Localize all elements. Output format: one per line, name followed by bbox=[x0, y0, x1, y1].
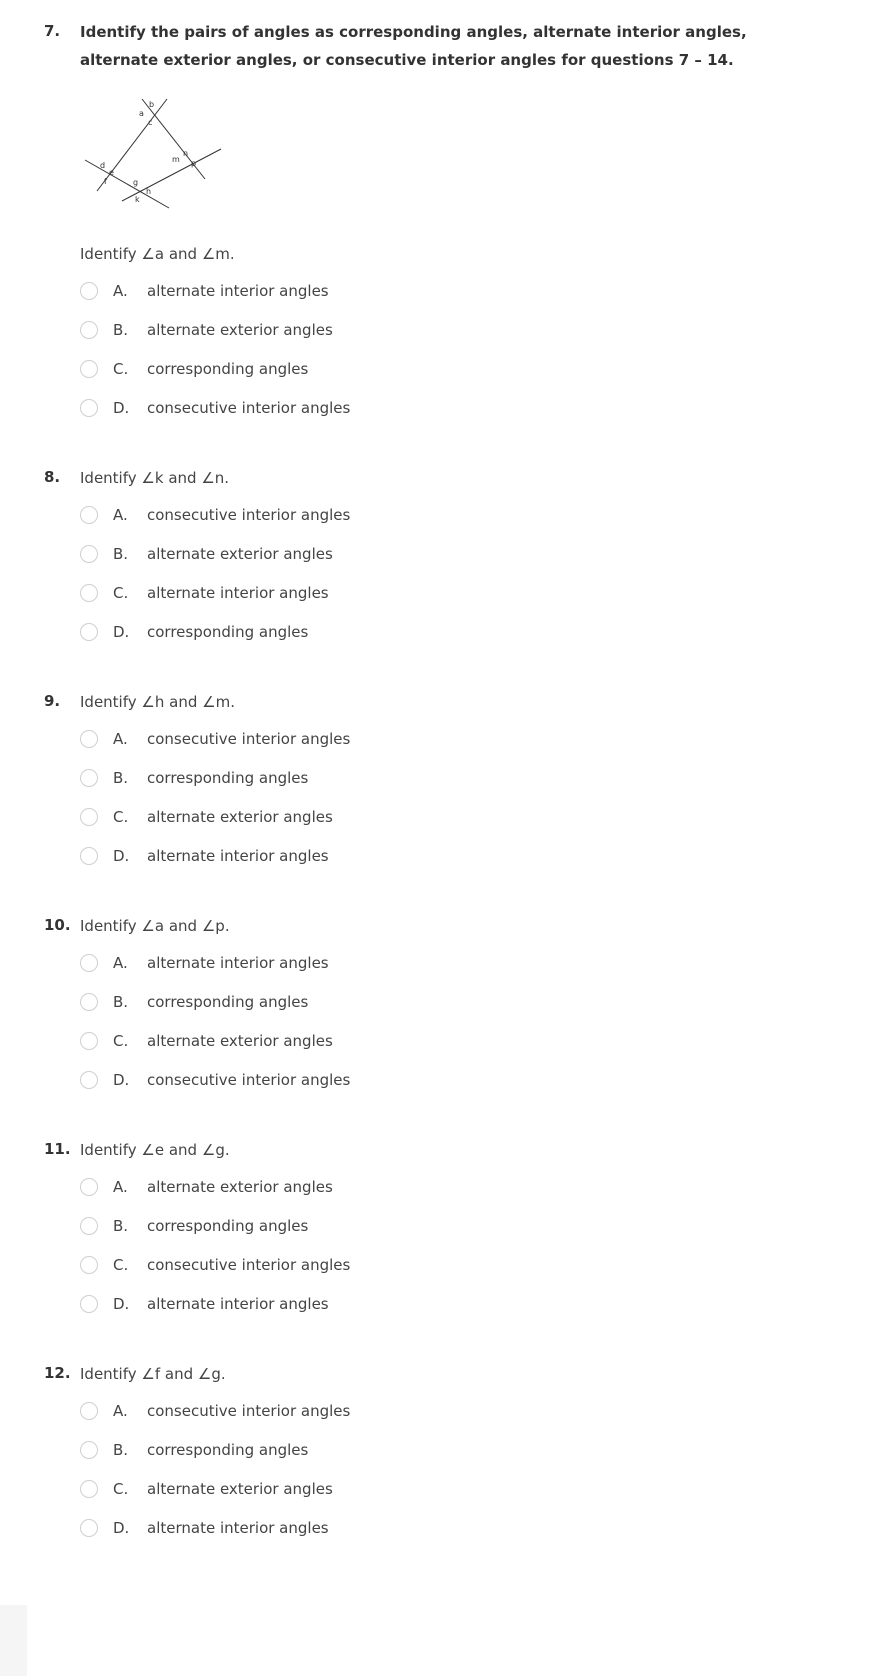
prompt-prefix: Identify bbox=[80, 693, 142, 711]
option-text: corresponding angles bbox=[147, 623, 309, 641]
answer-option[interactable] bbox=[80, 619, 308, 645]
angle-label-1: e bbox=[154, 1141, 165, 1159]
option-letter: C. bbox=[113, 1032, 129, 1050]
option-text: alternate exterior angles bbox=[147, 808, 333, 826]
angle-label-1: a bbox=[154, 917, 165, 935]
option-letter: D. bbox=[113, 1295, 130, 1313]
option-text: alternate interior angles bbox=[147, 584, 329, 602]
label-f: f bbox=[104, 177, 107, 186]
option-letter: A. bbox=[113, 282, 128, 300]
radio-button[interactable] bbox=[80, 584, 98, 602]
angle-symbol: ∠ bbox=[201, 1141, 216, 1159]
label-c: c bbox=[148, 118, 153, 127]
angle-symbol: ∠ bbox=[141, 1365, 155, 1383]
radio-button[interactable] bbox=[80, 1519, 98, 1537]
option-letter: D. bbox=[113, 1071, 130, 1089]
prompt-and: and bbox=[160, 1365, 198, 1383]
label-a: a bbox=[139, 109, 144, 118]
option-text: corresponding angles bbox=[147, 769, 309, 787]
question-number: 11. bbox=[44, 1140, 71, 1158]
option-letter: D. bbox=[113, 623, 130, 641]
answer-option[interactable] bbox=[80, 843, 329, 869]
answer-option[interactable] bbox=[80, 541, 333, 567]
radio-button[interactable] bbox=[80, 1441, 98, 1459]
option-text: consecutive interior angles bbox=[147, 730, 351, 748]
answer-option[interactable] bbox=[80, 726, 350, 752]
transversal-diagram bbox=[82, 96, 222, 216]
option-text: alternate interior angles bbox=[147, 282, 329, 300]
option-letter: C. bbox=[113, 808, 129, 826]
option-letter: A. bbox=[113, 730, 128, 748]
prompt-prefix: Identify bbox=[80, 917, 142, 935]
option-letter: C. bbox=[113, 584, 129, 602]
option-text: consecutive interior angles bbox=[147, 1071, 351, 1089]
question-prompt bbox=[80, 1360, 226, 1388]
option-text: alternate exterior angles bbox=[147, 1032, 333, 1050]
label-g: g bbox=[133, 178, 139, 187]
answer-option[interactable] bbox=[80, 1213, 308, 1239]
angle-symbol: ∠ bbox=[141, 1141, 155, 1159]
prompt-and: and bbox=[164, 917, 202, 935]
radio-button[interactable] bbox=[80, 321, 98, 339]
radio-button[interactable] bbox=[80, 1071, 98, 1089]
radio-button[interactable] bbox=[80, 399, 98, 417]
angle-label-1: k bbox=[154, 469, 164, 487]
label-p: p bbox=[191, 159, 197, 168]
label-b: b bbox=[149, 100, 155, 109]
option-text: consecutive interior angles bbox=[147, 399, 351, 417]
question-number: 8. bbox=[44, 468, 61, 486]
angle-label-2: g bbox=[211, 1365, 221, 1383]
option-text: corresponding angles bbox=[147, 360, 309, 378]
radio-button[interactable] bbox=[80, 545, 98, 563]
angle-symbol: ∠ bbox=[141, 245, 155, 263]
answer-option[interactable] bbox=[80, 1067, 350, 1093]
prompt-and: and bbox=[164, 1141, 202, 1159]
question-prompt bbox=[80, 240, 235, 268]
radio-button[interactable] bbox=[80, 1032, 98, 1050]
option-letter: B. bbox=[113, 1217, 129, 1235]
prompt-and: and bbox=[164, 245, 202, 263]
angle-symbol: ∠ bbox=[141, 693, 155, 711]
radio-button[interactable] bbox=[80, 730, 98, 748]
answer-option[interactable] bbox=[80, 395, 350, 421]
label-e: e bbox=[109, 168, 114, 177]
angle-symbol: ∠ bbox=[202, 693, 216, 711]
option-letter: C. bbox=[113, 1256, 129, 1274]
angle-label-2: m bbox=[215, 693, 231, 711]
option-letter: B. bbox=[113, 993, 129, 1011]
radio-button[interactable] bbox=[80, 1295, 98, 1313]
radio-button[interactable] bbox=[80, 506, 98, 524]
question-number: 10. bbox=[44, 916, 71, 934]
line-left-bottom bbox=[85, 160, 169, 208]
angle-label-2: m bbox=[215, 245, 230, 263]
label-m: m bbox=[172, 155, 180, 164]
answer-option[interactable] bbox=[80, 278, 329, 304]
question-prompt bbox=[80, 1136, 230, 1164]
answer-option[interactable] bbox=[80, 989, 308, 1015]
prompt-prefix: Identify bbox=[80, 245, 142, 263]
answer-option[interactable] bbox=[80, 1252, 350, 1278]
option-letter: A. bbox=[113, 1402, 128, 1420]
intro-instructions: Identify the pairs of angles as corresponding angles, alternate interior angles, alternate exterior angles, or consecutive interior angles for questions 7 – 14. bbox=[80, 23, 747, 69]
prompt-and: and bbox=[164, 693, 203, 711]
question-prompt bbox=[80, 912, 230, 940]
question-7-number: 7. bbox=[44, 22, 61, 40]
option-text: alternate exterior angles bbox=[147, 1178, 333, 1196]
radio-button[interactable] bbox=[80, 954, 98, 972]
answer-option[interactable] bbox=[80, 1476, 333, 1502]
question-number: 12. bbox=[44, 1364, 71, 1382]
prompt-prefix: Identify bbox=[80, 469, 142, 487]
option-text: alternate exterior angles bbox=[147, 545, 333, 563]
radio-button[interactable] bbox=[80, 769, 98, 787]
prompt-end: . bbox=[224, 917, 230, 935]
answer-option[interactable] bbox=[80, 1398, 350, 1424]
option-text: corresponding angles bbox=[147, 993, 309, 1011]
label-n: n bbox=[183, 149, 189, 158]
answer-option[interactable] bbox=[80, 502, 350, 528]
angle-symbol: ∠ bbox=[141, 469, 155, 487]
option-letter: C. bbox=[113, 360, 129, 378]
option-letter: D. bbox=[113, 847, 130, 865]
answer-option[interactable] bbox=[80, 765, 308, 791]
question-prompt bbox=[80, 688, 235, 716]
option-letter: B. bbox=[113, 769, 129, 787]
prompt-end: . bbox=[230, 693, 235, 711]
angle-label-2: p bbox=[215, 917, 225, 935]
option-letter: A. bbox=[113, 1178, 128, 1196]
option-text: alternate interior angles bbox=[147, 954, 329, 972]
angle-symbol: ∠ bbox=[197, 1365, 212, 1383]
angle-symbol: ∠ bbox=[141, 917, 155, 935]
prompt-end: . bbox=[229, 245, 235, 263]
option-text: corresponding angles bbox=[147, 1217, 309, 1235]
option-text: alternate exterior angles bbox=[147, 321, 333, 339]
option-text: corresponding angles bbox=[147, 1441, 309, 1459]
option-letter: D. bbox=[113, 399, 130, 417]
answer-option[interactable] bbox=[80, 804, 333, 830]
option-letter: A. bbox=[113, 954, 128, 972]
option-letter: A. bbox=[113, 506, 128, 524]
prompt-prefix: Identify bbox=[80, 1141, 142, 1159]
option-text: alternate interior angles bbox=[147, 1519, 329, 1537]
prompt-prefix: Identify bbox=[80, 1365, 142, 1383]
option-text: alternate interior angles bbox=[147, 1295, 329, 1313]
answer-option[interactable] bbox=[80, 317, 333, 343]
answer-option[interactable] bbox=[80, 1515, 329, 1541]
radio-button[interactable] bbox=[80, 1402, 98, 1420]
prompt-and: and bbox=[163, 469, 202, 487]
angle-symbol: ∠ bbox=[201, 917, 216, 935]
answer-option[interactable] bbox=[80, 950, 329, 976]
label-h: h bbox=[146, 187, 152, 196]
answer-option[interactable] bbox=[80, 356, 308, 382]
option-text: alternate interior angles bbox=[147, 847, 329, 865]
answer-option[interactable] bbox=[80, 580, 329, 606]
prompt-end: . bbox=[224, 1141, 230, 1159]
option-text: consecutive interior angles bbox=[147, 506, 351, 524]
option-text: alternate exterior angles bbox=[147, 1480, 333, 1498]
angle-label-1: a bbox=[154, 245, 165, 263]
radio-button[interactable] bbox=[80, 1178, 98, 1196]
radio-button[interactable] bbox=[80, 360, 98, 378]
option-text: consecutive interior angles bbox=[147, 1402, 351, 1420]
answer-option[interactable] bbox=[80, 1291, 329, 1317]
option-letter: B. bbox=[113, 1441, 129, 1459]
angle-label-1: f bbox=[154, 1365, 161, 1383]
option-letter: B. bbox=[113, 321, 129, 339]
angle-label-2: n bbox=[214, 469, 225, 487]
answer-option[interactable] bbox=[80, 1174, 333, 1200]
answer-option[interactable] bbox=[80, 1437, 308, 1463]
radio-button[interactable] bbox=[80, 1217, 98, 1235]
radio-button[interactable] bbox=[80, 623, 98, 641]
option-letter: D. bbox=[113, 1519, 130, 1537]
question-prompt bbox=[80, 464, 229, 492]
radio-button[interactable] bbox=[80, 282, 98, 300]
label-k: k bbox=[135, 195, 140, 204]
angle-label-2: g bbox=[215, 1141, 225, 1159]
option-letter: B. bbox=[113, 545, 129, 563]
left-edge-strip bbox=[0, 1605, 27, 1676]
answer-option[interactable] bbox=[80, 1028, 333, 1054]
radio-button[interactable] bbox=[80, 1480, 98, 1498]
prompt-end: . bbox=[220, 1365, 226, 1383]
angle-label-1: h bbox=[154, 693, 165, 711]
radio-button[interactable] bbox=[80, 847, 98, 865]
question-number: 9. bbox=[44, 692, 61, 710]
angle-symbol: ∠ bbox=[201, 469, 215, 487]
option-text: consecutive interior angles bbox=[147, 1256, 351, 1274]
option-letter: C. bbox=[113, 1480, 129, 1498]
radio-button[interactable] bbox=[80, 1256, 98, 1274]
prompt-end: . bbox=[224, 469, 230, 487]
label-d: d bbox=[100, 161, 106, 170]
radio-button[interactable] bbox=[80, 808, 98, 826]
radio-button[interactable] bbox=[80, 993, 98, 1011]
line-left-top bbox=[97, 99, 167, 191]
angle-symbol: ∠ bbox=[201, 245, 216, 263]
